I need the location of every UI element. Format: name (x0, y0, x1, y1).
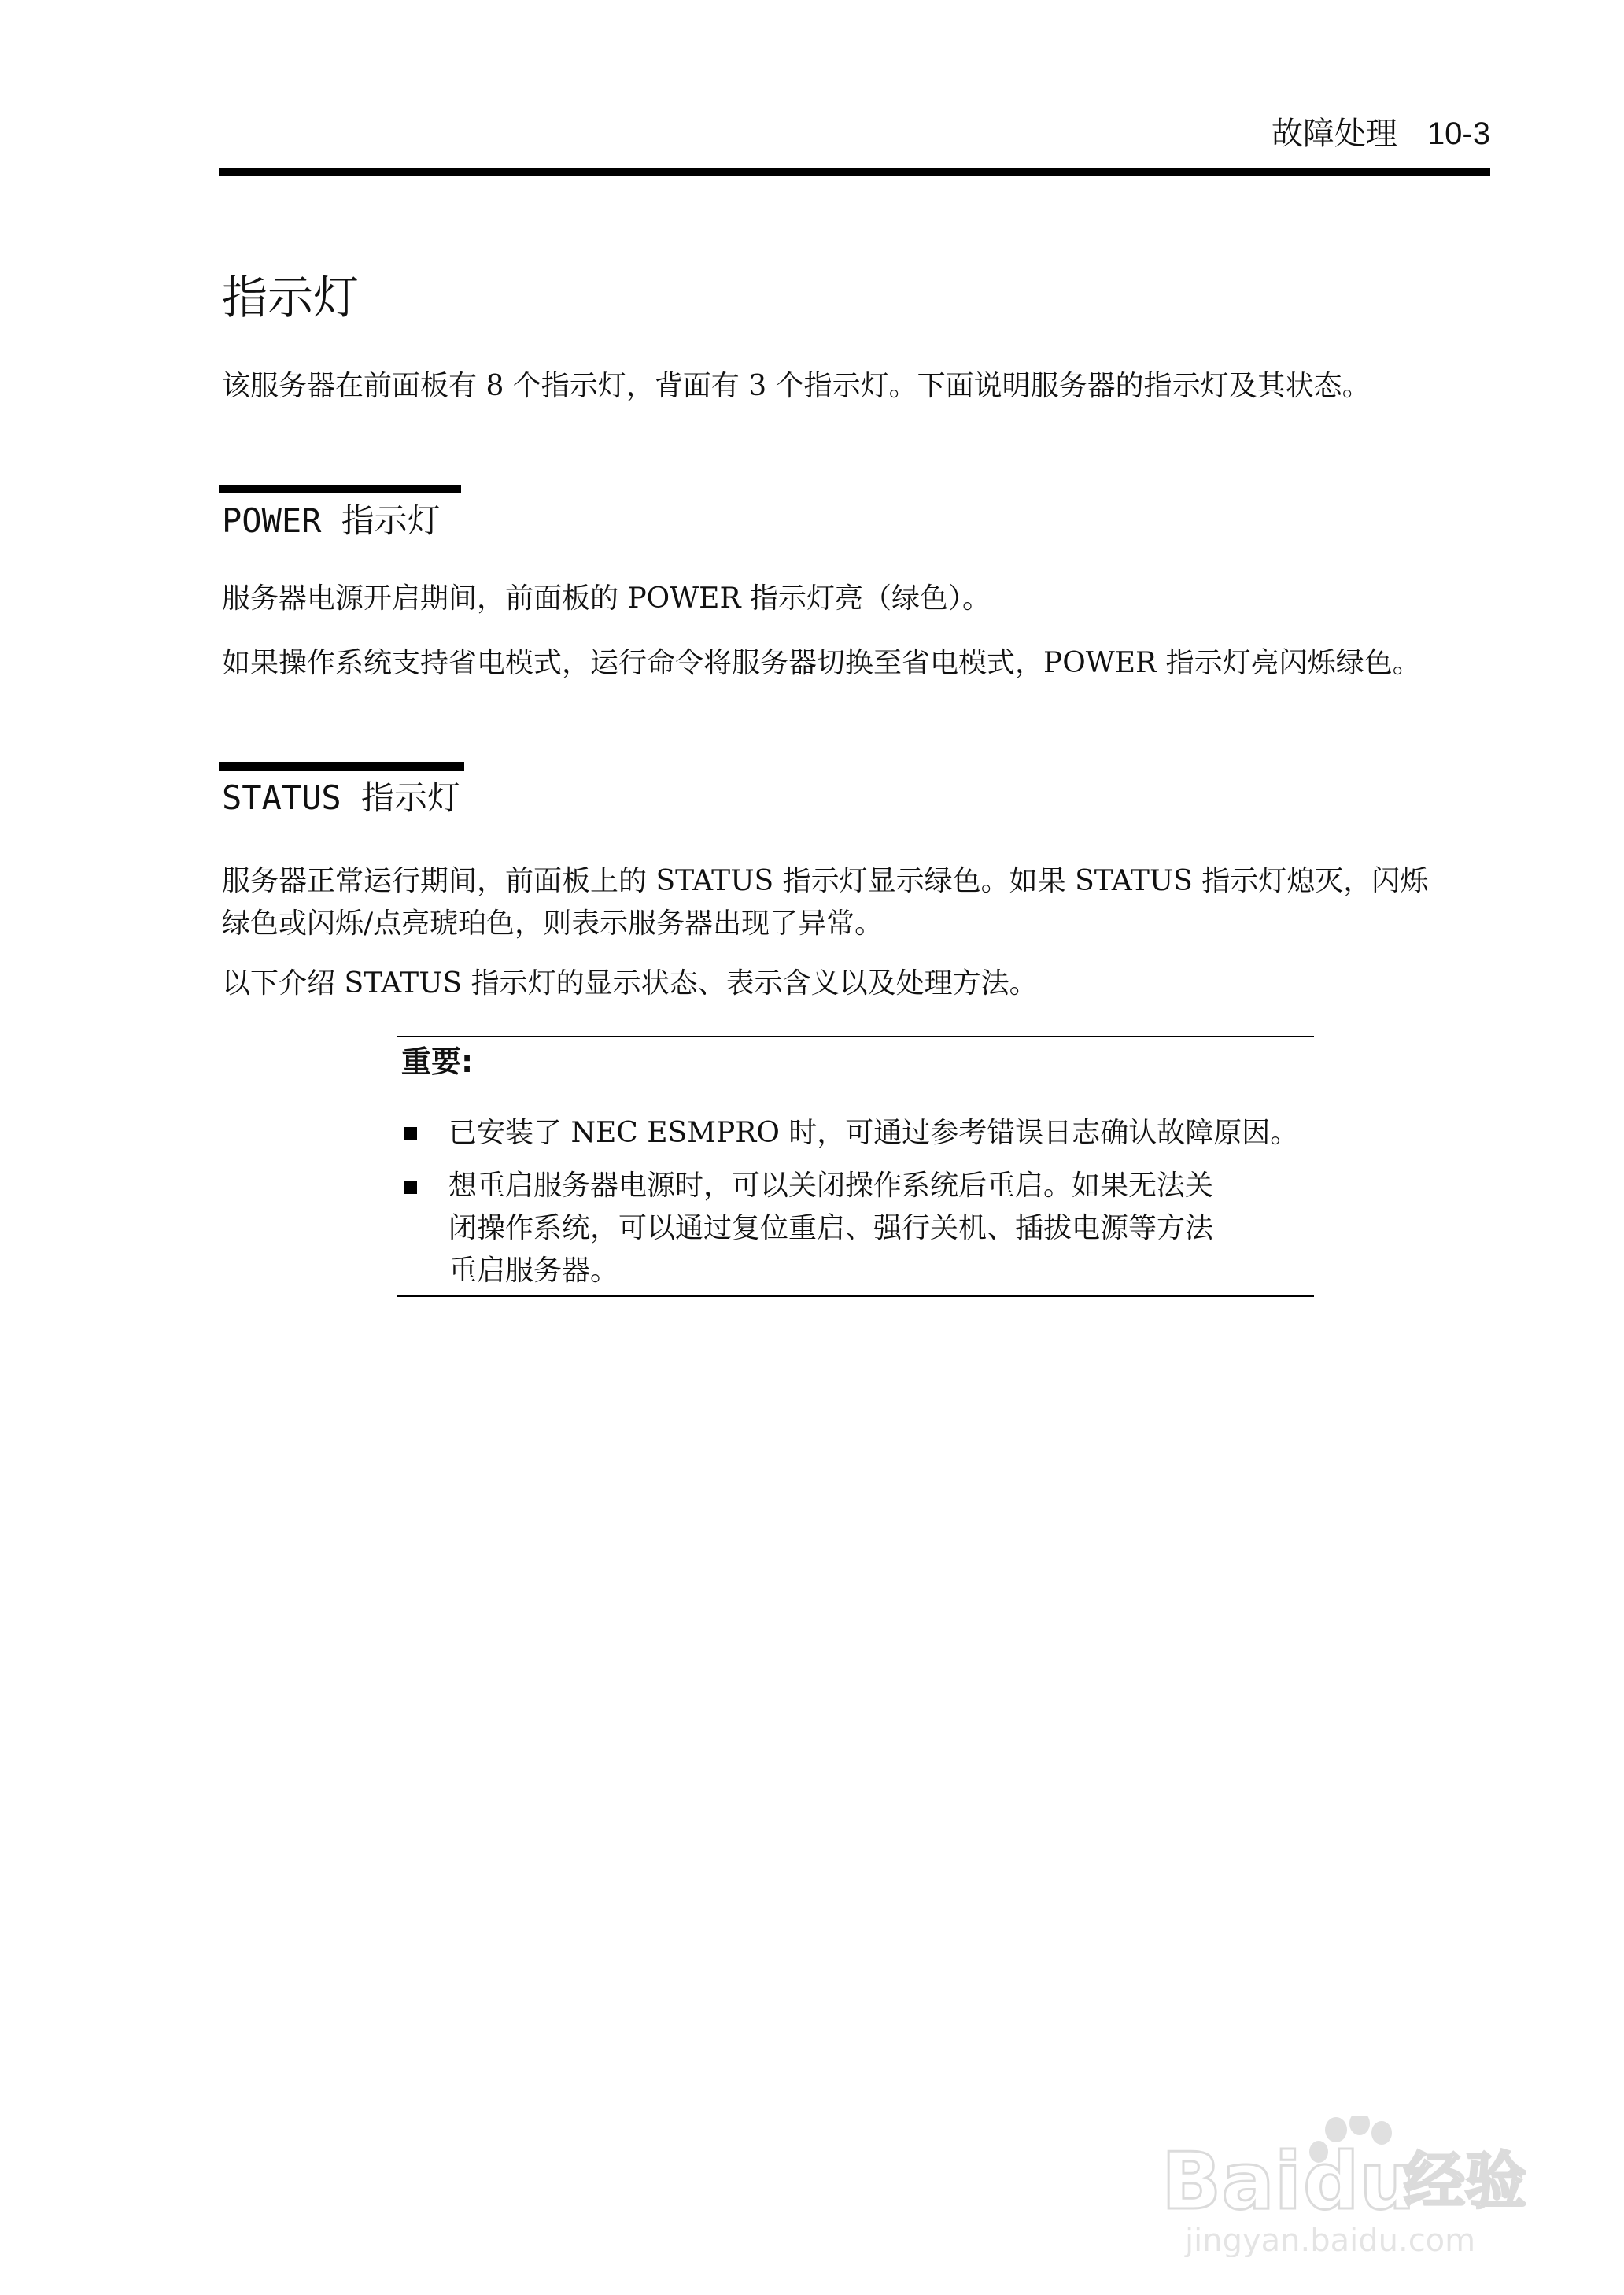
bullet-square-icon (404, 1181, 417, 1194)
power-line-2: 如果操作系统支持省电模式，运行命令将服务器切换至省电模式，POWER 指示灯亮闪烁绿色。 (222, 647, 1421, 679)
section-heading-status: STATUS 指示灯 (222, 778, 461, 817)
chapter-title: 故障处理 (1271, 116, 1397, 152)
power-line-1: 服务器电源开启期间，前面板的 POWER 指示灯亮（绿色）。 (222, 582, 991, 615)
important-item-2-line-3: 重启服务器。 (448, 1255, 619, 1287)
important-item-2-line-2: 闭操作系统，可以通过复位重启、强行关机、插拔电源等方法 (448, 1212, 1214, 1244)
important-top-rule (397, 1036, 1314, 1037)
important-item-2-line-1: 想重启服务器电源时，可以关闭操作系统后重启。如果无法关 (448, 1170, 1214, 1202)
page-title: 指示灯 (222, 271, 360, 324)
page-header (1272, 115, 1490, 153)
bullet-square-icon (404, 1127, 417, 1140)
baidu-jingyan-watermark (1153, 2116, 1531, 2257)
status-line-2: 绿色或闪烁/点亮琥珀色，则表示服务器出现了异常。 (222, 907, 884, 940)
section-bar-status (219, 762, 464, 771)
watermark-url: jingyan.baidu.com (1185, 2223, 1476, 2257)
important-bottom-rule (397, 1295, 1314, 1297)
status-line-3: 以下介绍 STATUS 指示灯的显示状态、表示含义以及处理方法。 (222, 967, 1038, 1000)
intro-paragraph: 该服务器在前面板有 8 个指示灯，背面有 3 个指示灯。下面说明服务器的指示灯及其状态。 (222, 370, 1371, 402)
status-line-1: 服务器正常运行期间，前面板上的 STATUS 指示灯显示绿色。如果 STATUS 指示灯熄灭，闪烁 (222, 865, 1429, 897)
important-item-1-line-1: 已安装了 NEC ESMPRO 时，可通过参考错误日志确认故障原因。 (448, 1117, 1299, 1149)
page-number: 10-3 (1427, 116, 1490, 151)
watermark-brand: Bai (1161, 2135, 1301, 2227)
section-bar-power (219, 485, 461, 493)
header-rule (219, 168, 1490, 176)
watermark-product: 经验 (1404, 2146, 1527, 2217)
section-heading-power: POWER 指示灯 (222, 501, 441, 540)
important-label: 重要: (401, 1044, 474, 1079)
watermark-brand2: du (1303, 2135, 1415, 2227)
